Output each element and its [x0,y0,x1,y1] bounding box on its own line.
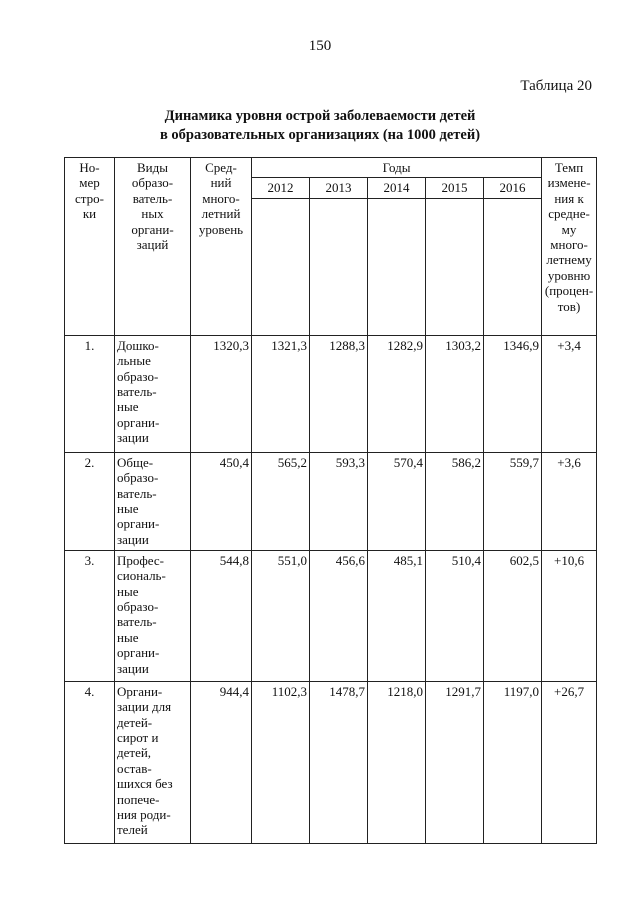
table-row [65,452,597,550]
year-value: 1282,9 [368,335,426,452]
year-value: 1102,3 [252,681,310,843]
year-value: 602,5 [484,550,542,681]
year-value: 593,3 [310,452,368,550]
years-spacer [368,198,426,335]
title-line-2: в образовательных организациях (на 1000 детей) [159,127,481,143]
table-row [65,335,597,452]
table-row [65,550,597,681]
header-kind: Виды образо- ватель- ных органи- заций [115,158,191,336]
year-value: 1218,0 [368,681,426,843]
years-spacer [310,198,368,335]
year-value: 1197,0 [484,681,542,843]
years-spacer [426,198,484,335]
year-value: 1291,7 [426,681,484,843]
average-value: 544,8 [191,550,252,681]
rate-value: +26,7 [542,681,597,843]
row-number: 2. [65,452,115,550]
year-value: 570,4 [368,452,426,550]
header-row-number: Но- мер стро- ки [65,158,115,336]
year-value: 456,6 [310,550,368,681]
years-spacer [484,198,542,335]
year-value: 565,2 [252,452,310,550]
org-type: Профес- сиональ- ные образо- ватель- ные органи- зации [115,550,191,681]
header-year: 2016 [484,178,542,198]
org-type: Дошко- льные образо- ватель- ные органи- зации [115,335,191,452]
average-value: 944,4 [191,681,252,843]
header-year: 2013 [310,178,368,198]
years-spacer [252,198,310,335]
header-year: 2012 [252,178,310,198]
year-value: 485,1 [368,550,426,681]
year-value: 1346,9 [484,335,542,452]
table-row [65,681,597,843]
row-number: 3. [65,550,115,681]
average-value: 450,4 [191,452,252,550]
page-number: 150 [308,38,332,54]
title-line-1: Динамика уровня острой заболеваемости детей [164,108,476,124]
year-value: 1303,2 [426,335,484,452]
row-number: 4. [65,681,115,843]
year-value: 559,7 [484,452,542,550]
morbidity-table [64,157,597,844]
average-value: 1320,3 [191,335,252,452]
org-type: Органи- зации для детей- сирот и детей, остав- шихся без попече- ния роди- телей [115,681,191,843]
year-value: 1288,3 [310,335,368,452]
year-value: 1478,7 [310,681,368,843]
rate-value: +3,4 [542,335,597,452]
org-type: Обще- образо- ватель- ные органи- зации [115,452,191,550]
year-value: 1321,3 [252,335,310,452]
header-year: 2015 [426,178,484,198]
table-label: Таблица 20 [520,78,592,94]
table-title [0,107,640,145]
year-value: 510,4 [426,550,484,681]
header-rate: Темп измене- ния к средне- му много- летнему уровню (процен- тов) [542,158,597,336]
header-year: 2014 [368,178,426,198]
rate-value: +3,6 [542,452,597,550]
row-number: 1. [65,335,115,452]
header-years-group: Годы [252,158,542,178]
year-value: 586,2 [426,452,484,550]
year-value: 551,0 [252,550,310,681]
header-average: Сред- ний много- летний уровень [191,158,252,336]
header-row [65,158,597,178]
rate-value: +10,6 [542,550,597,681]
